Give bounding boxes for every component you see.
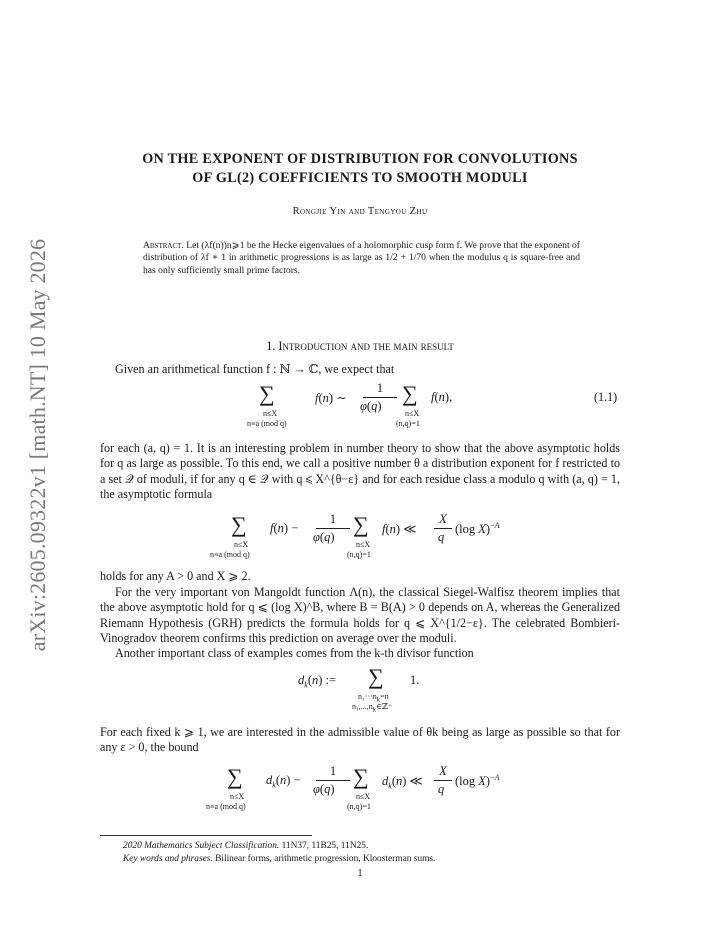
equation-divisor-bound: ∑ n≤X n≡a (mod q) $d_k(n)$ − 1 φ(q) ∑ n≤X (n,q)=1 $d_k(n)$ ≪ X q (log X)$^{-A}$ xyxy=(206,764,500,811)
paragraph-holds: holds for any A > 0 and X ⩾ 2. xyxy=(100,569,251,583)
paragraph-theta-k: For each fixed k ⩾ 1, we are interested in the admissible value of θk being as large as possible so that for any ε > 0, the bound xyxy=(100,725,620,755)
arxiv-identifier-stamp: arXiv:2605.09322v1 [math.NT] 10 May 2026 xyxy=(25,238,50,652)
equation-divisor-function: $d_k(n)$ := ∑ $n_1\cdot\cdot\cdot n_k=n$ $n_1,...,n_k\in ℤ^+$ 1. xyxy=(298,664,420,714)
abstract-text: Let (λf(n))n⩾1 be the Hecke eigenvalues of a holomorphic cusp form f. We prove that the exponent of distribution of λf ∗ 1 in arithmetic progressions is as large as 1/2 + 1/70 when the modulus q is square-free and has only sufficiently small prime factors. xyxy=(143,240,581,276)
page-number: 1 xyxy=(357,868,363,879)
paper-title-line2: OF GL(2) COEFFICIENTS TO SMOOTH MODULI xyxy=(192,170,528,186)
equation-asymptotic-formula: ∑ n≤X n≡a (mod q) f(n) − 1 φ(q) ∑ n≤X (n,q)=1 f(n) ≪ X q (log X)$^{-A}$ xyxy=(210,512,500,559)
paragraph-intro: Given an arithmetical function f : ℕ → ℂ, we expect that xyxy=(115,362,395,376)
equation-1-1: ∑ n≤X n≡a (mod q) f(n) ∼ 1 φ(q) ∑ n≤X (n,q)=1 f(n), xyxy=(247,381,453,428)
paragraph-divisor-function: Another important class of examples comes from the k-th divisor function xyxy=(115,646,474,660)
section-heading: 1. Introduction and the main result xyxy=(266,339,454,353)
footnote-msc: 2020 Mathematics Subject Classification. 11N37, 11B25, 11N25. xyxy=(123,841,369,851)
abstract-block xyxy=(143,240,580,277)
paragraph-distribution-exponent: for each (a, q) = 1. It is an interesting problem in number theory to show that the above asymptotic holds for q as large as possible. To this end, we call a positive number θ a distribution exponent for f restricted to a set 𝒬 of moduli, if for any q ∈ 𝒬 with q ⩽ X^{θ−ε} and for each residue class a modulo q with (a, q) = 1, the asymptotic formula xyxy=(100,441,620,502)
paper-authors: Rongjie Yin and Tengyou Zhu xyxy=(292,206,428,217)
equation-number: (1.1) xyxy=(594,390,618,404)
footnote-keywords: Key words and phrases. Bilinear forms, arithmetic progression, Kloosterman sums. xyxy=(123,854,436,864)
abstract-label: Abstract. xyxy=(143,240,184,251)
footnote-rule xyxy=(100,835,312,836)
paragraph-von-mangoldt: For the very important von Mangoldt function Λ(n), the classical Siegel-Walfisz theorem implies that the above asymptotic hold for q ⩽ (log X)^B, where B = B(A) > 0 depends on A, whereas the Generalized Riemann Hypothesis (GRH) predicts the formula holds for q ⩽ X^{1/2−ε}. The celebrated Bombieri-Vinogradov theorem confirms this prediction on average over the moduli. xyxy=(100,585,620,646)
paper-title-line1: ON THE EXPONENT OF DISTRIBUTION FOR CONVOLUTIONS xyxy=(142,151,578,167)
